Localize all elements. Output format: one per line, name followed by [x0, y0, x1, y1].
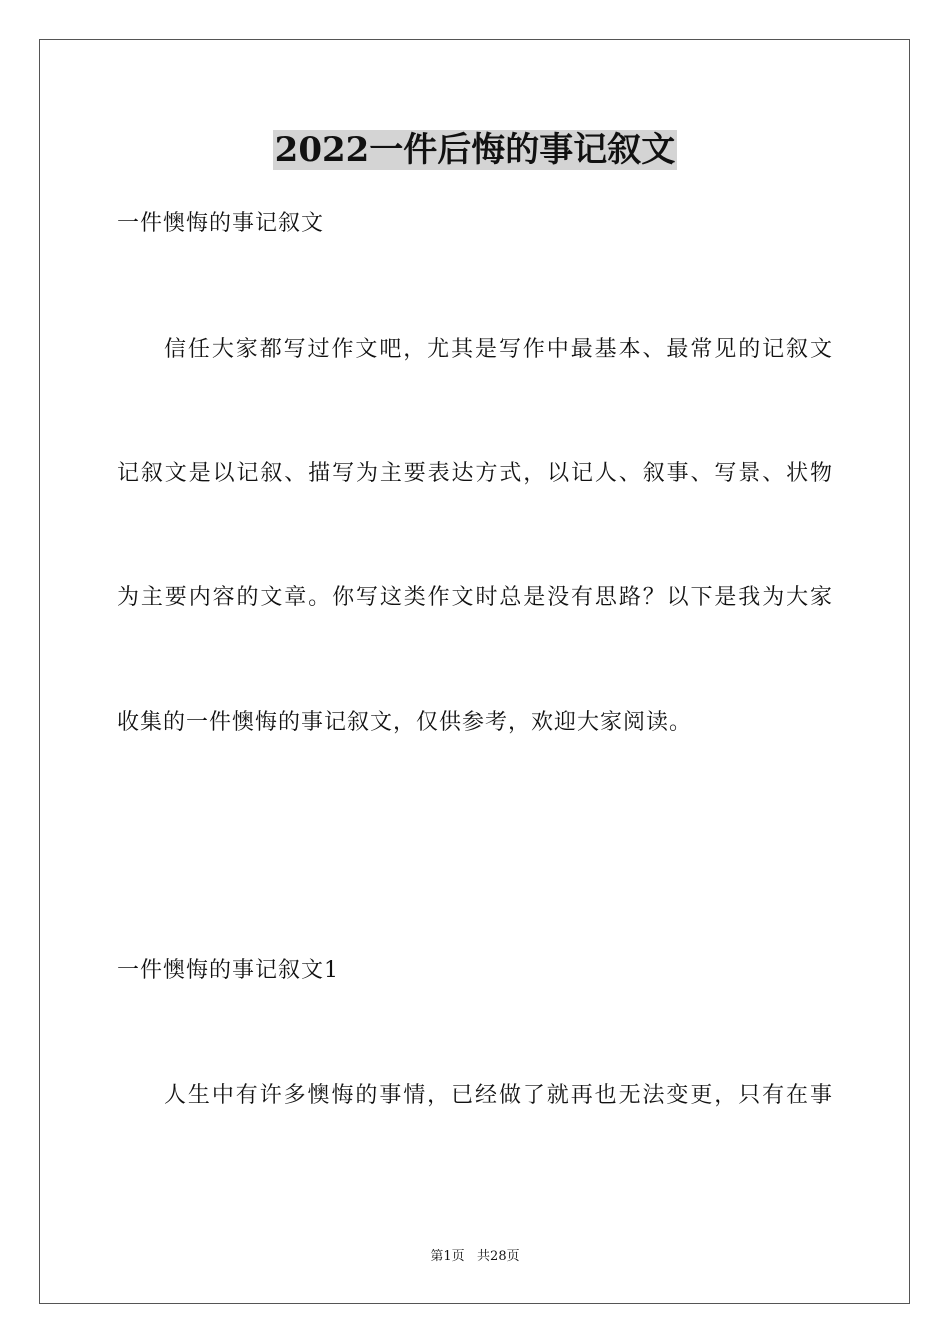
document-title-text: 2022一件后悔的事记叙文	[274, 130, 676, 170]
intro-line-1: 信任大家都写过作文吧，尤其是写作中最基本、最常见的记叙文	[164, 337, 833, 362]
intro-line-4: 收集的一件懊悔的事记叙文，仅供参考，欢迎大家阅读。	[117, 710, 693, 735]
document-title	[0, 128, 950, 172]
document-heading: 一件懊悔的事记叙文	[117, 211, 325, 236]
section-line-1: 人生中有许多懊悔的事情，已经做了就再也无法变更，只有在事	[164, 1083, 833, 1108]
intro-line-3: 为主要内容的文章。你写这类作文时总是没有思路？以下是我为大家	[117, 585, 833, 610]
section-heading: 一件懊悔的事记叙文1	[117, 958, 339, 983]
page-footer: 第1页 共28页	[430, 1249, 520, 1264]
intro-line-2: 记叙文是以记叙、描写为主要表达方式，以记人、叙事、写景、状物	[117, 461, 833, 486]
